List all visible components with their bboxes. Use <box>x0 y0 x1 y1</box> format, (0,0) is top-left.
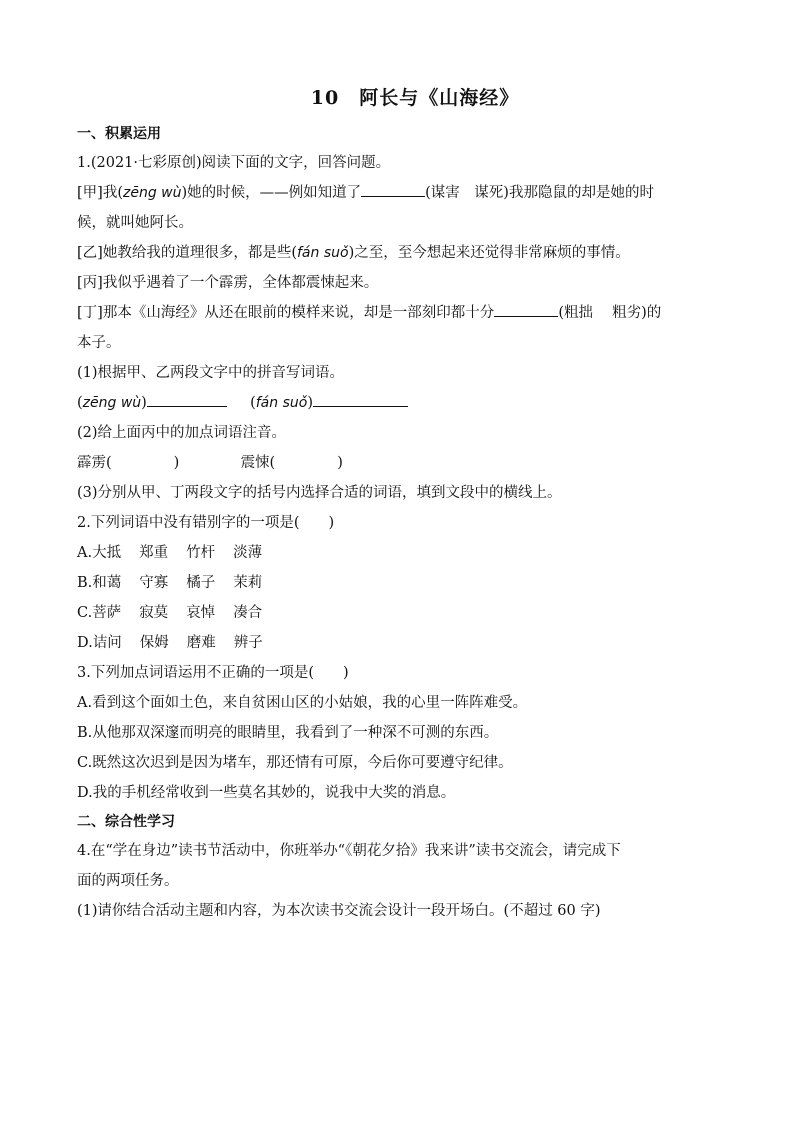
text: [乙]她教给我的道理很多，都是些( <box>77 245 297 261</box>
option-word: 凑合 <box>233 605 263 621</box>
section-heading-1: 一、积累运用 <box>77 126 161 142</box>
text: )之至，至今想起来还觉得非常麻烦的事情。 <box>348 245 630 261</box>
q3-stem: 3.下列加点词语运用不正确的一项是( ) <box>77 665 349 681</box>
answer-blank[interactable] <box>494 300 558 317</box>
option-word: A.大抵 <box>77 545 122 561</box>
q1-sub3: (3)分别从甲、丁两段文字的括号内选择合适的词语，填到文段中的横线上。 <box>77 485 562 501</box>
q2-option-c <box>77 598 727 628</box>
option-word: 哀悼 <box>186 605 216 621</box>
text: [甲]我( <box>77 185 123 201</box>
text: ( <box>77 395 83 411</box>
q3-option-c: C.既然这次迟到是因为堵车，那还情有可原，今后你可要遵守纪律。 <box>77 755 513 771</box>
answer-blank[interactable] <box>147 390 227 407</box>
q2-option-b <box>77 568 727 598</box>
worksheet-page <box>77 84 727 926</box>
q1-passage-bing: [丙]我似乎遇着了一个霹雳，全体都震悚起来。 <box>77 275 379 291</box>
q1-sub1-answer-row <box>77 388 727 418</box>
q1-sub2-answer-row <box>77 448 727 478</box>
q1-stem: 1.(2021·七彩原创)阅读下面的文字，回答问题。 <box>77 155 391 171</box>
text: (谋害 谋死)我那隐鼠的却是她的时 <box>425 185 654 201</box>
q2-option-a <box>77 538 727 568</box>
text: [丁]那本《山海经》从还在眼前的模样来说，却是一部刻印都十分 <box>77 305 495 321</box>
q2-option-d <box>77 628 727 658</box>
option-word: 橘子 <box>186 575 216 591</box>
text: ( <box>250 395 256 411</box>
option-word: 茉莉 <box>233 575 263 591</box>
option-word: 寂莫 <box>139 605 169 621</box>
q3-option-b: B.从他那双深邃而明亮的眼睛里，我看到了一种深不可测的东西。 <box>77 725 499 741</box>
text: ) <box>307 395 313 411</box>
option-word: 辨子 <box>233 635 263 651</box>
q1-passage-ding-line1 <box>77 298 727 328</box>
option-word: 守寡 <box>139 575 169 591</box>
q1-passage-yi <box>77 238 727 268</box>
text: ) <box>141 395 147 411</box>
option-word: 磨难 <box>186 635 216 651</box>
option-word: B.和蔼 <box>77 575 122 591</box>
q3-option-d: D.我的手机经常收到一些莫名其妙的，说我中大奖的消息。 <box>77 785 456 801</box>
q4-sub1: (1)请你结合活动主题和内容，为本次读书交流会设计一段开场白。(不超过 60 字) <box>77 903 601 919</box>
option-word: D.诘问 <box>77 635 122 651</box>
q4-stem-line1: 4.在“学在身边”读书节活动中，你班举办“《朝花夕拾》我来讲”读书交流会，请完成下 <box>77 843 621 859</box>
pinyin-text: fán suǒ <box>296 245 349 261</box>
q4-stem-line2: 面的两项任务。 <box>77 873 179 889</box>
q1-passage-jia-line1 <box>77 178 727 208</box>
q2-stem: 2.下列词语中没有错别字的一项是( ) <box>77 515 335 531</box>
q1-passage-jia-line2: 候，就叫她阿长。 <box>77 215 193 231</box>
option-word: 郑重 <box>139 545 169 561</box>
option-word: 保姆 <box>139 635 169 651</box>
pinyin-text: fán suǒ <box>255 395 308 411</box>
answer-blank[interactable] <box>313 390 408 407</box>
q1-sub1: (1)根据甲、乙两段文字中的拼音写词语。 <box>77 365 345 381</box>
q3-option-a: A.看到这个面如土色，来自贫困山区的小姑娘，我的心里一阵阵难受。 <box>77 695 528 711</box>
text: ) <box>337 455 343 471</box>
section-heading-2: 二、综合性学习 <box>77 814 175 830</box>
text: )她的时候，——例如知道了 <box>181 185 362 201</box>
text: ) <box>173 455 180 471</box>
pinyin-text: zēng wù <box>82 395 142 411</box>
option-word: 竹杆 <box>186 545 216 561</box>
pinyin-text: zēng wù <box>122 185 182 201</box>
option-word: 淡薄 <box>233 545 263 561</box>
text: (粗拙 粗劣)的 <box>558 305 662 321</box>
text: 震悚( <box>240 455 276 471</box>
page-title: 10 阿长与《山海经》 <box>310 87 520 109</box>
text: 霹雳( <box>77 455 112 471</box>
answer-blank[interactable] <box>361 180 425 197</box>
q1-sub2: (2)给上面丙中的加点词语注音。 <box>77 425 287 441</box>
option-word: C.菩萨 <box>77 605 122 621</box>
q1-passage-ding-line2: 本子。 <box>77 335 121 351</box>
